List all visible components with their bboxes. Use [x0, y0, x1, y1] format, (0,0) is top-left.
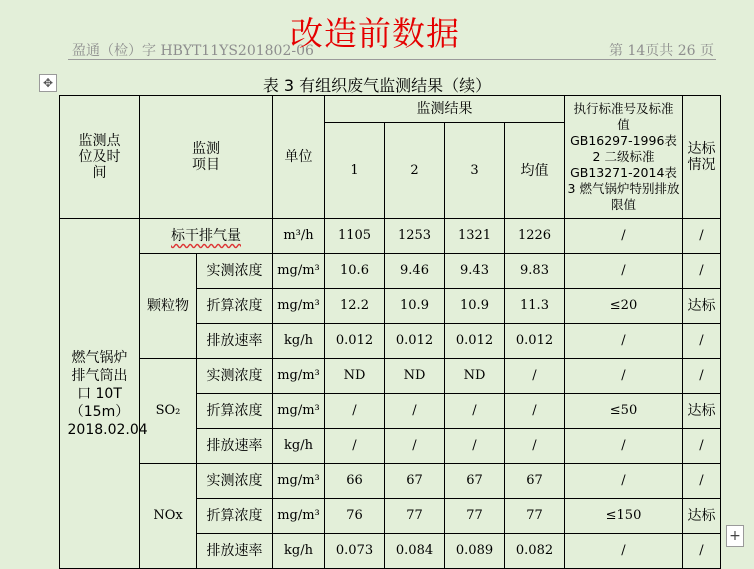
table-row — [60, 219, 721, 254]
header-results: 监测结果 — [325, 96, 565, 123]
value-cell: 10.9 — [445, 289, 505, 324]
table-row — [60, 359, 721, 394]
unit-cell: mg/m³ — [273, 254, 325, 289]
status-cell: / — [683, 324, 721, 359]
banner-title: 改造前数据 — [290, 14, 460, 53]
standard-title: 执行标准号及标准值 — [573, 101, 674, 132]
value-cell: 67 — [445, 464, 505, 499]
value-cell: 77 — [385, 499, 445, 534]
value-cell: 0.084 — [385, 534, 445, 569]
value-cell: / — [325, 394, 385, 429]
table-move-handle-icon[interactable]: ✥ — [39, 74, 57, 92]
item-cell: 实测浓度 — [197, 464, 273, 499]
value-cell: 0.012 — [505, 324, 565, 359]
header-location: 监测点位及时间 — [60, 96, 140, 219]
location-cell — [60, 219, 148, 569]
value-cell: / — [325, 429, 385, 464]
limit-cell: / — [565, 254, 683, 289]
item-cell: 实测浓度 — [197, 359, 273, 394]
add-row-button[interactable]: + — [726, 525, 744, 547]
limit-cell: / — [565, 464, 683, 499]
limit-cell: / — [565, 359, 683, 394]
flow-item-cell — [140, 219, 273, 254]
value-cell: 0.012 — [385, 324, 445, 359]
value-cell: ND — [385, 359, 445, 394]
value-cell: 9.46 — [385, 254, 445, 289]
value-cell: 76 — [325, 499, 385, 534]
header-item: 监测项目 — [140, 96, 273, 219]
flow-item-label: 标干排气量 — [171, 228, 241, 244]
unit-cell: mg/m³ — [273, 289, 325, 324]
value-cell: 1226 — [505, 219, 565, 254]
value-cell: ND — [445, 359, 505, 394]
value-cell: 0.082 — [505, 534, 565, 569]
status-cell: / — [683, 429, 721, 464]
value-cell: / — [505, 359, 565, 394]
unit-cell: mg/m³ — [273, 499, 325, 534]
status-cell: 达标 — [683, 499, 721, 534]
value-cell: / — [445, 394, 505, 429]
unit-cell: m³/h — [273, 219, 325, 254]
unit-cell: kg/h — [273, 429, 325, 464]
value-cell: 9.43 — [445, 254, 505, 289]
table-row — [60, 254, 721, 289]
unit-cell: kg/h — [273, 534, 325, 569]
value-cell: 11.3 — [505, 289, 565, 324]
status-cell: / — [683, 534, 721, 569]
limit-cell: ≤50 — [565, 394, 683, 429]
value-cell: 9.83 — [505, 254, 565, 289]
standard-detail: GB16297-1996表 2 二级标准GB13271-2014表 3 燃气锅炉特别排放限值 — [567, 133, 680, 212]
item-cell: 实测浓度 — [197, 254, 273, 289]
value-cell: 1253 — [385, 219, 445, 254]
location-text: 燃气锅炉排气筒出口 10T（15m）2018.02.04 — [67, 349, 148, 438]
limit-cell: / — [565, 324, 683, 359]
value-cell: 77 — [505, 499, 565, 534]
value-cell: / — [385, 429, 445, 464]
value-cell: 0.012 — [445, 324, 505, 359]
limit-cell: ≤20 — [565, 289, 683, 324]
header-run-3: 3 — [445, 123, 505, 219]
status-cell: 达标 — [683, 289, 721, 324]
value-cell: 1105 — [325, 219, 385, 254]
value-cell: 66 — [325, 464, 385, 499]
header-run-1: 1 — [325, 123, 385, 219]
table-row — [60, 464, 721, 499]
value-cell: 0.089 — [445, 534, 505, 569]
status-cell: / — [683, 464, 721, 499]
monitoring-results-table — [59, 95, 721, 569]
header-unit: 单位 — [273, 96, 325, 219]
unit-cell: mg/m³ — [273, 359, 325, 394]
pollutant-cell: NOx — [140, 464, 197, 569]
header-rule — [68, 59, 716, 60]
item-cell: 折算浓度 — [197, 289, 273, 324]
pollutant-cell: 颗粒物 — [140, 254, 197, 359]
limit-cell: / — [565, 534, 683, 569]
unit-cell: kg/h — [273, 324, 325, 359]
unit-cell: mg/m³ — [273, 464, 325, 499]
limit-cell: / — [565, 219, 683, 254]
status-cell: / — [683, 219, 721, 254]
header-compliance: 达标情况 — [683, 96, 721, 219]
item-cell: 折算浓度 — [197, 394, 273, 429]
value-cell: 0.012 — [325, 324, 385, 359]
header-run-2: 2 — [385, 123, 445, 219]
document-id: 盈通（检）字 HBYT11YS201802-06 — [72, 43, 314, 59]
value-cell: 10.9 — [385, 289, 445, 324]
value-cell: 77 — [445, 499, 505, 534]
limit-cell: / — [565, 429, 683, 464]
value-cell: 0.073 — [325, 534, 385, 569]
status-cell: / — [683, 254, 721, 289]
value-cell: 1321 — [445, 219, 505, 254]
value-cell: / — [505, 429, 565, 464]
header-mean: 均值 — [505, 123, 565, 219]
value-cell: 67 — [385, 464, 445, 499]
value-cell: 12.2 — [325, 289, 385, 324]
status-cell: / — [683, 359, 721, 394]
value-cell: ND — [325, 359, 385, 394]
item-cell: 排放速率 — [197, 324, 273, 359]
value-cell: / — [505, 394, 565, 429]
item-cell: 排放速率 — [197, 429, 273, 464]
table-title: 表 3 有组织废气监测结果（续） — [262, 76, 492, 95]
value-cell: 67 — [505, 464, 565, 499]
value-cell: 10.6 — [325, 254, 385, 289]
item-cell: 排放速率 — [197, 534, 273, 569]
unit-cell: mg/m³ — [273, 394, 325, 429]
status-cell: 达标 — [683, 394, 721, 429]
item-cell: 折算浓度 — [197, 499, 273, 534]
value-cell: / — [445, 429, 505, 464]
value-cell: / — [385, 394, 445, 429]
pollutant-cell: SO₂ — [140, 359, 197, 464]
page-count: 第 14页共 26 页 — [609, 43, 714, 59]
limit-cell: ≤150 — [565, 499, 683, 534]
header-standard — [565, 96, 683, 219]
